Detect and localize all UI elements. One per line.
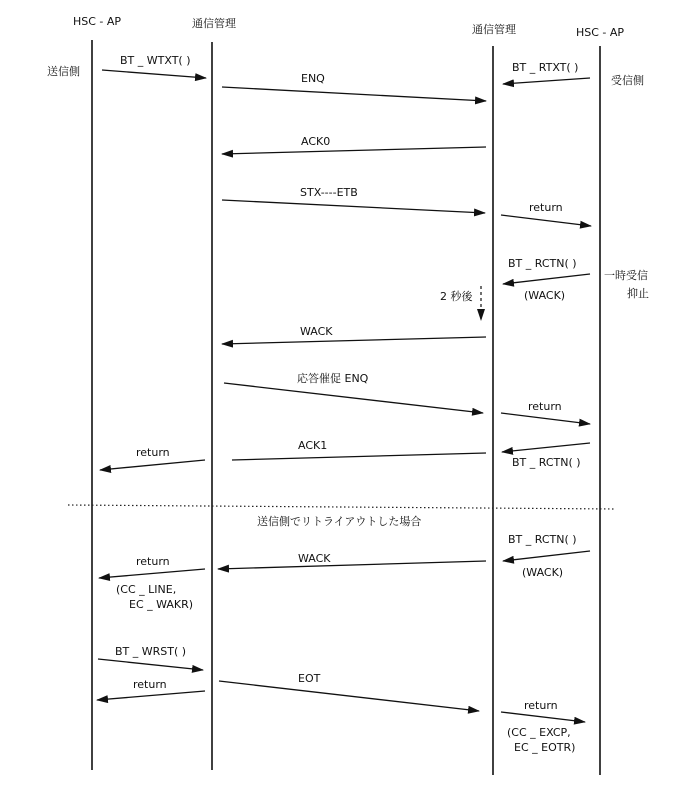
msg-label-ec-wakr: EC _ WAKR)	[129, 598, 194, 611]
msg-ack1	[232, 453, 486, 460]
msg-enq	[222, 87, 486, 101]
msg-label-bt-rctn-1: BT _ RCTN( )	[508, 257, 577, 270]
msg-bt-wtxt	[102, 70, 206, 78]
msg-bt-rctn-1	[503, 274, 590, 284]
participant-right-ap: HSC - AP	[575, 26, 625, 39]
msg-label-wack-2: WACK	[298, 552, 331, 565]
msg-label-wack-1: WACK	[300, 325, 333, 338]
retry-divider	[68, 505, 616, 509]
msg-label-stx-etb: STX----ETB	[300, 186, 358, 199]
msg-label-return-5: return	[133, 678, 167, 691]
msg-label-wack-paren-2: (WACK)	[522, 566, 564, 579]
msg-bt-wrst	[98, 659, 203, 670]
msg-return-1	[501, 215, 591, 226]
sender-label: 送信側	[47, 65, 80, 78]
msg-bt-rctn-3	[503, 551, 590, 561]
msg-return-6	[501, 712, 585, 722]
msg-label-return-4: return	[136, 555, 170, 568]
msg-label-bt-rctn-3: BT _ RCTN( )	[508, 533, 577, 546]
msg-label-ack1: ACK1	[298, 439, 328, 452]
msg-response-enq	[224, 383, 483, 413]
msg-label-cc-line: (CC _ LINE,	[116, 583, 177, 596]
msg-return-5	[97, 691, 205, 700]
msg-stx-etb	[222, 200, 485, 213]
suppress-label-1: 一時受信	[604, 269, 648, 282]
msg-wack-1	[222, 337, 486, 344]
msg-label-ack0: ACK0	[301, 135, 331, 148]
msg-wack-2	[218, 561, 486, 569]
participant-left-ap: HSC - AP	[72, 15, 122, 28]
msg-label-wack-paren-1: (WACK)	[524, 289, 566, 302]
participant-left-comm: 通信管理	[192, 17, 236, 30]
msg-label-return-6: return	[524, 699, 558, 712]
msg-label-return-3: return	[136, 446, 170, 459]
msg-bt-rctn-2	[502, 443, 590, 452]
msg-eot	[219, 681, 479, 711]
msg-label-return-2: return	[528, 400, 562, 413]
msg-label-enq: ENQ	[301, 72, 325, 85]
divider-caption: 送信側でリトライアウトした場合	[257, 515, 422, 528]
participant-right-comm: 通信管理	[472, 23, 516, 36]
msg-label-ec-eotr: EC _ EOTR)	[514, 741, 576, 754]
msg-label-eot: EOT	[298, 672, 321, 685]
two-seconds-label: 2 秒後	[440, 290, 473, 303]
msg-label-bt-wrst: BT _ WRST( )	[115, 645, 187, 658]
msg-return-3	[100, 460, 205, 470]
msg-bt-rtxt	[503, 78, 590, 84]
receiver-label: 受信側	[611, 74, 644, 87]
msg-return-2	[501, 413, 590, 424]
msg-ack0	[222, 147, 486, 154]
msg-label-cc-excp: (CC _ EXCP,	[507, 726, 571, 739]
msg-label-return-1: return	[529, 201, 563, 214]
msg-label-bt-rtxt: BT _ RTXT( )	[512, 61, 579, 74]
msg-label-bt-rctn-2: BT _ RCTN( )	[512, 456, 581, 469]
msg-return-4	[99, 569, 205, 578]
msg-label-response-enq: 応答催促 ENQ	[297, 372, 369, 385]
suppress-label-2: 抑止	[627, 287, 649, 300]
msg-label-bt-wtxt: BT _ WTXT( )	[120, 54, 191, 67]
